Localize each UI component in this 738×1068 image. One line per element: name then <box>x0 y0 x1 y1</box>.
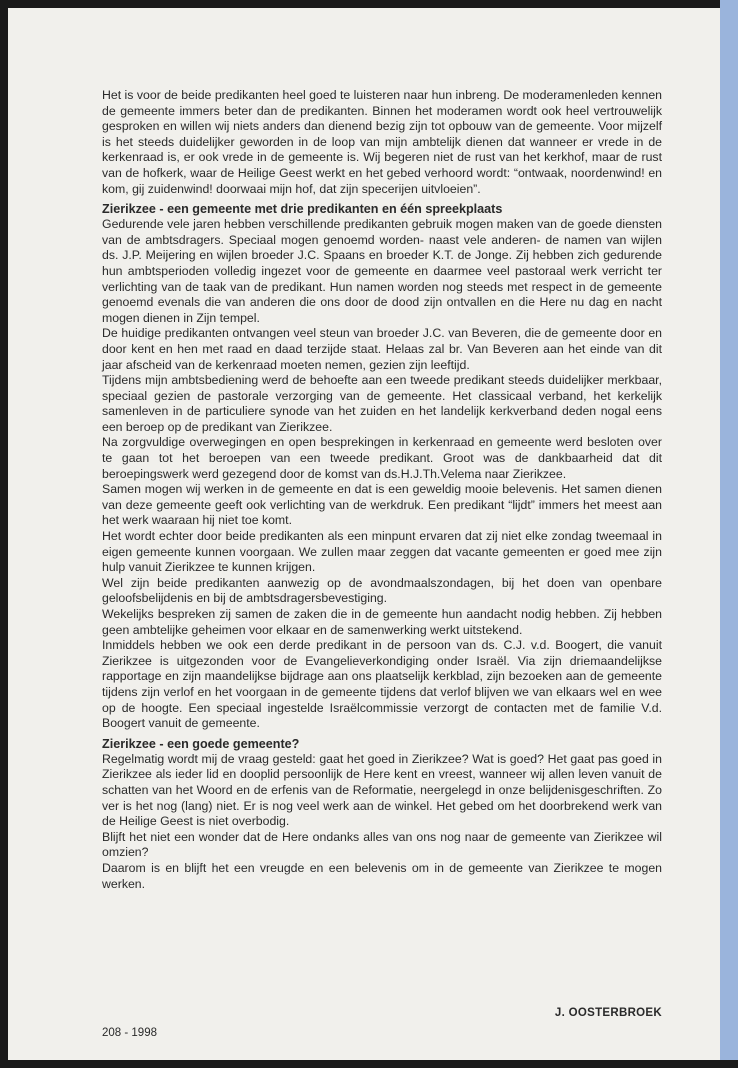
section-heading: Zierikzee - een goede gemeente? <box>102 736 300 751</box>
paragraph: Blijft het niet een wonder dat de Here ondanks alles van ons nog naar de gemeente van Zierikzee wil omzien? <box>102 829 662 860</box>
paragraph: Wekelijks bespreken zij samen de zaken die in de gemeente hun aandacht nodig hebben. Zij hebben geen ambtelijke geheimen voor elkaar en de samenwerking werkt uitstekend. <box>102 607 662 637</box>
article-body <box>102 88 662 892</box>
section-heading: Zierikzee - een gemeente met drie predikanten en één spreekplaats <box>102 202 503 217</box>
paragraph: Wel zijn beide predikanten aanwezig op de avondmaalszondagen, bij het doen van openbare geloofsbelijdenis en bij de ambtsdragersbevestiging. <box>102 575 662 606</box>
paragraph: De huidige predikanten ontvangen veel steun van broeder J.C. van Beveren, die de gemeente door en door kent en hen met raad en daad terzijde staat. Helaas zal br. Van Beveren aan het einde van dit jaar afscheid van de kerkenraad moeten nemen, gezien zijn leeftijd. <box>102 326 662 372</box>
paragraph: Na zorgvuldige overwegingen en open besprekingen in kerkenraad en gemeente werd besloten over te gaan tot het beroepen van een tweede predikant. Groot was de dankbaarheid dat dit beroepingswerk werd gezegend door de komst van ds.H.J.Th.Velema naar Zierikzee. <box>102 435 662 481</box>
scan-border <box>0 1060 738 1068</box>
paragraph: Regelmatig wordt mij de vraag gesteld: gaat het goed in Zierikzee? Wat is goed? Het gaat pas goed in Zierikzee als ieder lid en dooplid persoonlijk de Here kent en vreest, wanneer wij allen leven vanuit de schatten van het Woord en de erfenis van de Reformatie, neergelegd in onze belijdenisgeschriften. Zo ver is het nog (lang) niet. Er is nog veel werk aan de winkel. Het gebed om het doorbrekend werk van de Heilige Geest is niet overbodig. <box>102 751 662 829</box>
paragraph: Gedurende vele jaren hebben verschillende predikanten gebruik mogen maken van de goede diensten van de ambtsdragers. Speciaal mogen genoemd worden- naast vele anderen- de namen van wijlen ds. J.P. Meijering en wijlen broeder J.C. Spaans en broeder K.T. de Jonge. Zij hebben zich gedurende hun ambtsperioden volledig ingezet voor de gemeente en daarmee veel pastoraal werk verricht ter verlichting van de taak van de predikant. Hun namen worden nog steeds met respect in de gemeente genoemd evenals die van anderen die ons door de dood zijn ontvallen en die Here nu dag en nacht mogen dienen in Zijn tempel. <box>102 217 662 325</box>
paragraph: Het wordt echter door beide predikanten als een minpunt ervaren dat zij niet elke zondag tweemaal in eigen gemeente kunnen voorgaan. We zullen maar zeggen dat vacante gemeenten er goed mee zijn hulp vanuit Zierikzee te kunnen krijgen. <box>102 529 662 575</box>
paragraph: Samen mogen wij werken in de gemeente en dat is een geweldig mooie belevenis. Het samen dienen van deze gemeente geeft ook verlichting van de werkdruk. Een predikant “lijdt” immers het meest aan het werk waaraan hij niet toe komt. <box>102 482 662 528</box>
scan-edge <box>720 0 738 1068</box>
page-number: 208 - 1998 <box>102 1027 157 1039</box>
author-signature: J. OOSTERBROEK <box>554 1007 662 1019</box>
paragraph: Het is voor de beide predikanten heel goed te luisteren naar hun inbreng. De moderamenleden kennen de gemeente immers beter dan de predikanten. Binnen het moderamen wordt ook heel vertrouwelijk gesproken en willen wij niets anders dan dienend bezig zijn tot opbouw van de gemeente. Voor mijzelf is het steeds duidelijker geworden in de loop van mijn ambtelijk dienen dat wanneer er vrede in de kerkenraad is, er ook vrede in de gemeente is. Wij begeren niet de rust van het kerkhof, maar de rust van de hofkerk, waar de Heilige Geest werkt en het gebed verhoord wordt: “ontwaak, noordenwind! en kom, gij zuidenwind! doorwaai mijn hof, dat zijn specerijen uitvloeien”. <box>102 88 662 196</box>
document-page <box>8 8 720 1060</box>
paragraph: Tijdens mijn ambtsbediening werd de behoefte aan een tweede predikant steeds duidelijker merkbaar, speciaal gezien de pastorale verzorging van de gemeente. Het classicaal verband, het kerkelijk samenleven in de particuliere synode van het zuiden en het landelijk kerkverband deden nogal eens een beroep op de predikant van Zierikzee. <box>102 373 662 434</box>
paragraph: Inmiddels hebben we ook een derde predikant in de persoon van ds. C.J. v.d. Boogert, die vanuit Zierikzee is uitgezonden voor de Evangelieverkondiging onder Israël. Via zijn driemaandelijkse rapportage en zijn maandelijkse bijdrage aan ons plaatselijk kerkblad, zijn bezoeken aan de gemeente tijdens zijn verlof en het voorgaan in de gemeente tijdens dat verlof blijven we van elkaars wel en wee op de hoogte. Een speciaal ingestelde Israëlcommissie verzorgt de contacten met de familie V.d. Boogert vanuit de gemeente. <box>102 638 662 731</box>
paragraph: Daarom is en blijft het een vreugde en een belevenis om in de gemeente van Zierikzee te mogen werken. <box>102 860 662 891</box>
